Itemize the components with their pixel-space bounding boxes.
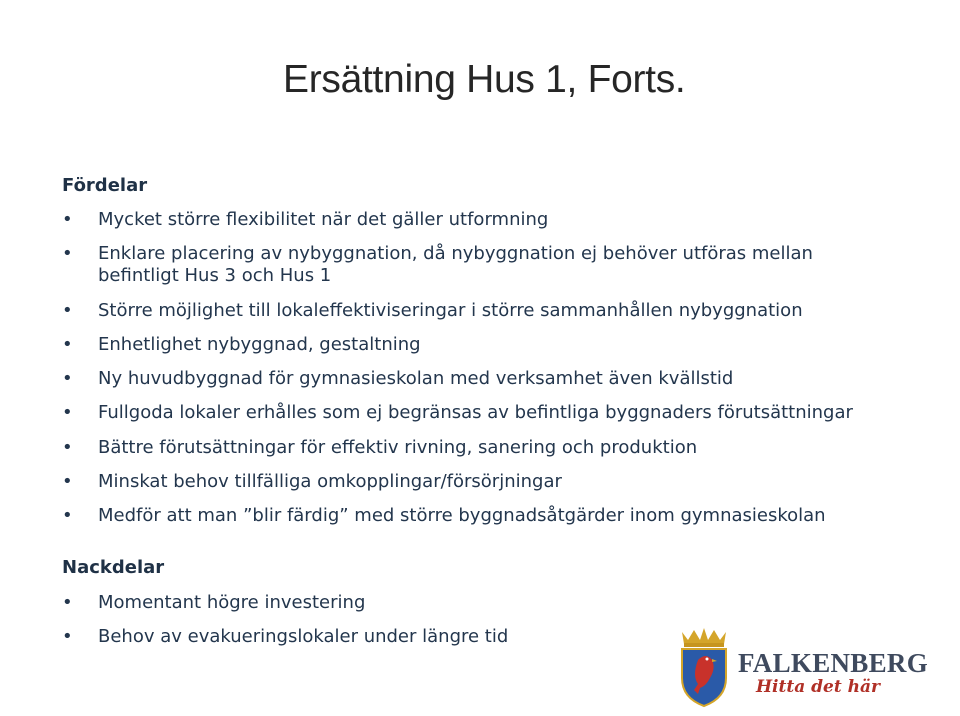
cons-heading: Nackdelar — [62, 557, 165, 578]
list-item: • Behov av evakueringslokaler under längre tid — [62, 626, 898, 648]
list-item: • Medför att man ”blir färdig” med större byggnadsåtgärder inom gymnasieskolan — [62, 505, 938, 527]
brand-name: FALKENBERG — [738, 648, 929, 678]
list-item: • Enhetlighet nybyggnad, gestaltning — [62, 334, 898, 356]
list-item: • Enklare placering av nybyggnation, då nybyggnation ej behöver utföras mellan befintligt Hus 3 och Hus 1 — [62, 243, 898, 287]
pros-heading: Fördelar — [62, 175, 148, 196]
list-item: • Bättre förutsättningar för effektiv rivning, sanering och produktion — [62, 437, 898, 459]
falkenberg-logo — [676, 628, 929, 708]
list-item: • Ny huvudbyggnad för gymnasieskolan med verksamhet även kvällstid — [62, 368, 898, 390]
list-item: • Momentant högre investering — [62, 592, 898, 614]
slide-title: Ersättning Hus 1, Forts. — [283, 58, 686, 101]
coat-of-arms-icon — [676, 628, 732, 708]
list-item: • Fullgoda lokaler erhålles som ej begränsas av befintliga byggnaders förutsättningar — [62, 402, 938, 424]
list-item: • Minskat behov tillfälliga omkopplingar/försörjningar — [62, 471, 898, 493]
pros-list — [62, 209, 938, 540]
list-item: • Mycket större flexibilitet när det gäller utformning — [62, 209, 898, 231]
brand-tagline: Hitta det här — [756, 677, 880, 697]
list-item: • Större möjlighet till lokaleffektiviseringar i större sammanhållen nybyggnation — [62, 300, 898, 322]
